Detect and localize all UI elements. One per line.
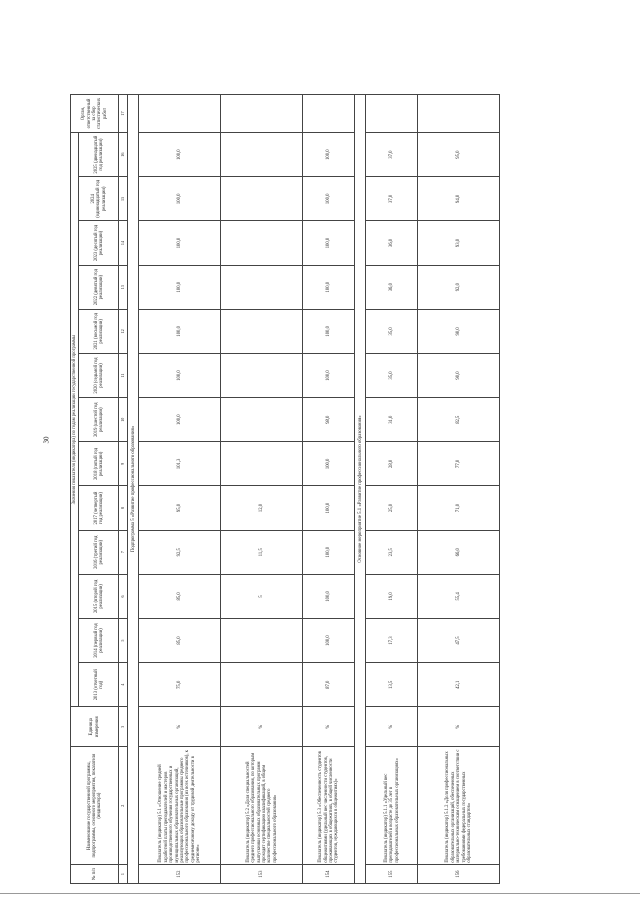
row-value — [221, 265, 303, 309]
column-number: 9 — [119, 442, 128, 486]
row-value: 75,0 — [139, 663, 221, 707]
column-number: 10 — [119, 398, 128, 442]
row-responsible — [418, 95, 500, 133]
row-value: 71,0 — [418, 486, 500, 530]
row-value: 100,0 — [303, 221, 355, 265]
row-value — [221, 398, 303, 442]
column-number: 4 — [119, 663, 128, 707]
main-event-title: Основное мероприятие 5.1 «Развитие профессионального образования» — [355, 95, 366, 884]
row-name: Показатель (индикатор) 5.1.2 «Доля профессиональных образовательных организаций, обеспеченных материально-техническим оснащением в соответствии с требованиями федеральных государственных образовательных стандартов» — [418, 747, 500, 865]
header-name: Наименование государственной программы, подпрограммы, основного мероприятия, показателя (индикатора) — [71, 747, 119, 865]
column-number: 14 — [119, 221, 128, 265]
row-value — [221, 353, 303, 397]
row-unit: % — [418, 707, 500, 747]
column-number: 6 — [119, 574, 128, 618]
page-bottom-rule — [0, 893, 640, 894]
row-value: 12,0 — [221, 486, 303, 530]
row-name: Показатель (индикатор) 5.3 «Обеспеченность студентов общежитиями (удельный вес численности студентов, проживающих в общежитиях, в общей численности студентов, нуждающихся в общежитиях)» — [303, 747, 355, 865]
row-value: 95,0 — [139, 486, 221, 530]
row-value — [221, 309, 303, 353]
row-name: Показатель (индикатор) 5.1 «Отношение средней заработной платы преподавателей и мастеров производственного обучения государственных и муниципальных образовательных организаций, реализующих образовательные программы среднего профессионального образования (из всех источников), к среднемесячному доходу от трудовой деятельности в регионе» — [139, 747, 221, 865]
header-year: 2018 (пятый год реализации) — [79, 442, 119, 486]
header-year: 2015 (второй год реализации) — [79, 574, 119, 618]
row-value: 100,0 — [303, 309, 355, 353]
header-year: 2022 (девятый год реализации) — [79, 265, 119, 309]
subprogram-title: Подпрограмма 5 «Развитие профессионального образования» — [128, 95, 139, 884]
row-value: 90,0 — [418, 353, 500, 397]
header-year: 2024 (одиннадцатый год реализации) — [79, 177, 119, 221]
row-value: 23,5 — [366, 530, 418, 574]
row-unit: % — [221, 707, 303, 747]
row-value: 35,0 — [366, 309, 418, 353]
row-value: 92,0 — [418, 265, 500, 309]
row-value: 100,0 — [139, 133, 221, 177]
row-value: 100,0 — [139, 398, 221, 442]
row-value: 5 — [221, 574, 303, 618]
column-number: 3 — [119, 707, 128, 747]
main-event-row — [355, 95, 366, 884]
row-value: 35,0 — [366, 353, 418, 397]
row-num: 155 — [366, 865, 418, 884]
row-value: 100,0 — [303, 574, 355, 618]
row-value — [221, 221, 303, 265]
row-value: 90,0 — [418, 309, 500, 353]
header-unit: Единица измерения — [71, 707, 119, 747]
row-unit: % — [366, 707, 418, 747]
header-year: 2017 (четвертый год реализации) — [79, 486, 119, 530]
row-unit: % — [303, 707, 355, 747]
column-number: 7 — [119, 530, 128, 574]
row-value: 100,0 — [139, 265, 221, 309]
row-value: 100,0 — [303, 177, 355, 221]
row-value: 100,0 — [303, 442, 355, 486]
row-value: 25,0 — [366, 486, 418, 530]
row-value: 95,0 — [418, 133, 500, 177]
row-value: 93,0 — [418, 221, 500, 265]
row-value: 37,0 — [366, 177, 418, 221]
subprogram-row — [128, 95, 139, 884]
row-value — [221, 133, 303, 177]
row-value: 17,3 — [366, 618, 418, 662]
row-num: 154 — [303, 865, 355, 884]
column-number-row — [119, 95, 128, 884]
column-number: 1 — [119, 865, 128, 884]
column-number: 17 — [119, 95, 128, 133]
row-value — [221, 663, 303, 707]
row-value: 87,0 — [303, 663, 355, 707]
table-row — [303, 95, 355, 884]
header-year: 2021 (восьмой год реализации) — [79, 309, 119, 353]
column-number: 12 — [119, 309, 128, 353]
row-value: 92,5 — [139, 530, 221, 574]
row-value: 94,0 — [418, 177, 500, 221]
rotated-table-wrapper — [70, 94, 580, 884]
row-name: Показатель (индикатор) 5.1.1 «Удельный вес преподавателей в возрасте до 35 лет в профессиональных образовательных организациях» — [366, 747, 418, 865]
row-value: 11,5 — [221, 530, 303, 574]
row-value: 77,0 — [418, 442, 500, 486]
column-number: 8 — [119, 486, 128, 530]
row-value: 19,0 — [366, 574, 418, 618]
page-number: 30 — [42, 436, 51, 444]
row-value: 100,0 — [139, 221, 221, 265]
row-value: 66,0 — [418, 530, 500, 574]
row-num: 153 — [221, 865, 303, 884]
row-value: 101,3 — [139, 442, 221, 486]
column-number: 11 — [119, 353, 128, 397]
row-value: 100,0 — [139, 353, 221, 397]
column-number: 5 — [119, 618, 128, 662]
row-num: 152 — [139, 865, 221, 884]
row-value: 85,0 — [139, 618, 221, 662]
row-value: 100,0 — [303, 618, 355, 662]
row-value: 82,5 — [418, 398, 500, 442]
header-responsible: Орган, ответственный за сбор статистических работ — [71, 95, 119, 133]
column-number: 15 — [119, 177, 128, 221]
row-value — [221, 618, 303, 662]
row-value: 100,0 — [303, 530, 355, 574]
row-value: 42,1 — [418, 663, 500, 707]
row-unit: % — [139, 707, 221, 747]
row-name: Показатель (индикатор) 5.2 «Доля специальностей среднего профессионального образования, по которым выпускники основных образовательных программ проходят сертификацию квалификаций, в общем количестве специальностей среднего профессионального образования» — [221, 747, 303, 865]
row-value — [221, 442, 303, 486]
header-year: 2023 (десятый год реализации) — [79, 221, 119, 265]
row-responsible — [139, 95, 221, 133]
row-value: 36,0 — [366, 221, 418, 265]
row-num: 156 — [418, 865, 500, 884]
column-number: 13 — [119, 265, 128, 309]
row-value: 98,0 — [303, 398, 355, 442]
table-row — [418, 95, 500, 884]
row-value: 100,0 — [303, 353, 355, 397]
row-value: 31,0 — [366, 398, 418, 442]
row-value: 100,0 — [139, 309, 221, 353]
header-year: 2014 (первый год реализации) — [79, 618, 119, 662]
row-value: 55,4 — [418, 574, 500, 618]
header-year: 2020 (седьмой год реализации) — [79, 353, 119, 397]
row-value: 100,0 — [139, 177, 221, 221]
row-responsible — [366, 95, 418, 133]
row-value: 37,0 — [366, 133, 418, 177]
header-year: 2013 (отчетный год) — [79, 663, 119, 707]
row-value — [221, 177, 303, 221]
row-value: 85,0 — [139, 574, 221, 618]
row-value: 28,0 — [366, 442, 418, 486]
column-number: 2 — [119, 747, 128, 865]
table-row — [366, 95, 418, 884]
indicators-table — [70, 94, 500, 884]
table-row — [221, 95, 303, 884]
row-value: 100,0 — [303, 486, 355, 530]
row-responsible — [221, 95, 303, 133]
row-value: 36,0 — [366, 265, 418, 309]
column-number: 16 — [119, 133, 128, 177]
row-responsible — [303, 95, 355, 133]
header-year: 2025 (двенадцатый год реализации) — [79, 133, 119, 177]
header-values-title: Значения показателя (индикатора) по годам реализации государственной программы — [71, 133, 79, 707]
header-num: № п/п — [71, 865, 119, 884]
header-year: 2016 (третий год реализации) — [79, 530, 119, 574]
table-row — [139, 95, 221, 884]
row-value: 100,0 — [303, 265, 355, 309]
row-value: 13,5 — [366, 663, 418, 707]
row-value: 100,0 — [303, 133, 355, 177]
row-value: 47,5 — [418, 618, 500, 662]
header-year: 2019 (шестой год реализации) — [79, 398, 119, 442]
